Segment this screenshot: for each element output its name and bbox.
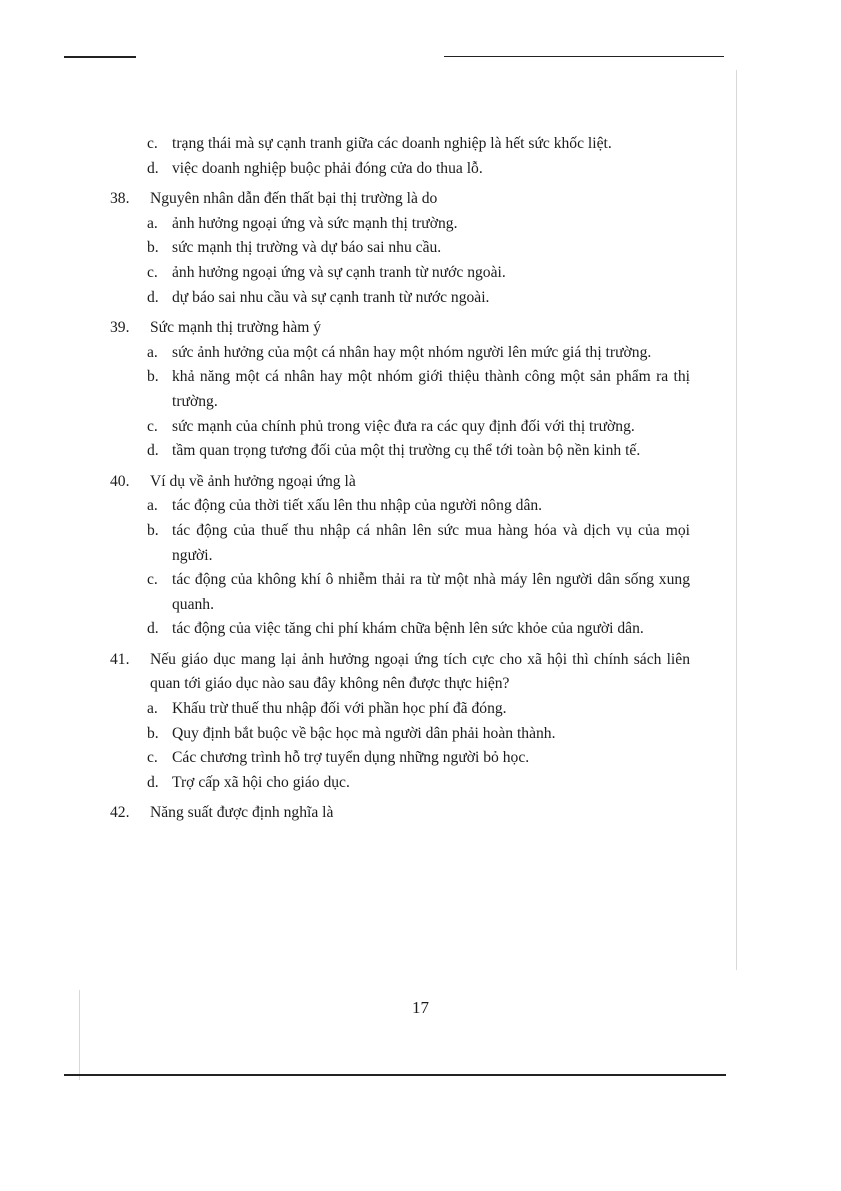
option-letter: b. [147,368,159,386]
question-text: Nguyên nhân dẫn đến thất bại thị trường là do [150,190,438,208]
answer-option [147,212,690,237]
option-text: ảnh hưởng ngoại ứng và sức mạnh thị trường. [172,214,458,232]
continued-options [110,132,690,181]
answer-option [147,519,690,568]
answer-option [147,286,690,311]
question-text: Sức mạnh thị trường hàm ý [150,319,322,337]
option-text: dự báo sai nhu cầu và sự cạnh tranh từ nước ngoài. [172,288,490,306]
option-letter: a. [147,700,158,718]
answer-option [147,746,690,771]
footer-rule [64,1074,726,1076]
option-text: Các chương trình hỗ trợ tuyển dụng những người bỏ học. [172,749,530,767]
option-letter: b. [147,724,159,742]
question-number: 40. [110,472,130,490]
question-text: Năng suất được định nghĩa là [150,804,334,822]
answer-option [147,494,690,519]
option-text: khả năng một cá nhân hay một nhóm giới thiệu thành công một sản phẩm ra thị trường. [172,368,690,410]
answer-option [147,568,690,617]
scan-edge-right [736,70,737,970]
option-letter: c. [147,135,158,152]
answer-option [147,439,690,464]
answer-option [147,157,690,182]
option-letter: a. [147,214,158,232]
option-letter: d. [147,159,159,177]
option-letter: c. [147,749,158,767]
answer-option [147,697,690,722]
question-text: Ví dụ về ảnh hưởng ngoại ứng là [150,472,356,490]
option-text: sức mạnh thị trường và dự báo sai nhu cầu. [172,239,442,257]
header-rule-left [64,56,136,58]
answer-option [147,617,690,642]
option-letter: a. [147,497,158,515]
option-letter: d. [147,773,159,791]
option-text: tác động của việc tăng chi phí khám chữa bệnh lên sức khỏe của người dân. [172,620,644,638]
option-text: Trợ cấp xã hội cho giáo dục. [172,773,350,791]
question-number: 42. [110,804,130,822]
option-letter: c. [147,263,158,281]
option-text: Khấu trừ thuế thu nhập đối với phần học phí đã đóng. [172,700,507,718]
option-letter: b. [147,239,159,257]
option-letter: a. [147,343,158,361]
option-text: sức mạnh của chính phủ trong việc đưa ra các quy định đối với thị trường. [172,417,635,435]
question-text: Nếu giáo dục mang lại ảnh hưởng ngoại ứng tích cực cho xã hội thì chính sách liên quan tới giáo dục nào sau đây không nên được thực hiện? [150,650,690,693]
page-number: 17 [412,998,429,1017]
option-text: tác động của thuế thu nhập cá nhân lên sức mua hàng hóa và dịch vụ của mọi người. [172,521,690,564]
answer-option [147,771,690,796]
option-letter: b. [147,521,159,539]
option-text: tác động của không khí ô nhiễm thải ra từ một nhà máy lên người dân sống xung quanh. [172,571,690,613]
option-text: việc doanh nghiệp buộc phải đóng cửa do thua lỗ. [172,159,483,177]
question [110,470,690,642]
question [110,187,690,310]
answer-option [147,341,690,366]
question-number: 41. [110,650,130,668]
answer-option [147,722,690,747]
answer-option [147,415,690,440]
question-number: 38. [110,190,130,208]
page-content [110,132,690,826]
answer-option [147,365,690,414]
option-letter: d. [147,620,159,638]
option-text: Quy định bắt buộc về bậc học mà người dân phải hoàn thành. [172,724,556,742]
option-text: sức ảnh hưởng của một cá nhân hay một nhóm người lên mức giá thị trường. [172,343,652,361]
option-text: ảnh hưởng ngoại ứng và sự cạnh tranh từ nước ngoài. [172,263,506,281]
option-letter: d. [147,288,159,306]
question-number: 39. [110,319,130,337]
answer-option [147,236,690,261]
answer-option [147,261,690,286]
option-letter: c. [147,417,158,435]
option-text: trạng thái mà sự cạnh tranh giữa các doanh nghiệp là hết sức khốc liệt. [172,135,612,152]
option-letter: c. [147,571,158,589]
option-letter: d. [147,442,159,460]
question [110,801,690,826]
answer-option [147,132,690,157]
question [110,648,690,796]
option-text: tác động của thời tiết xấu lên thu nhập của người nông dân. [172,497,543,515]
question [110,316,690,464]
option-text: tầm quan trọng tương đối của một thị trường cụ thể tới toàn bộ nền kinh tế. [172,442,641,460]
header-rule-right [444,56,724,57]
